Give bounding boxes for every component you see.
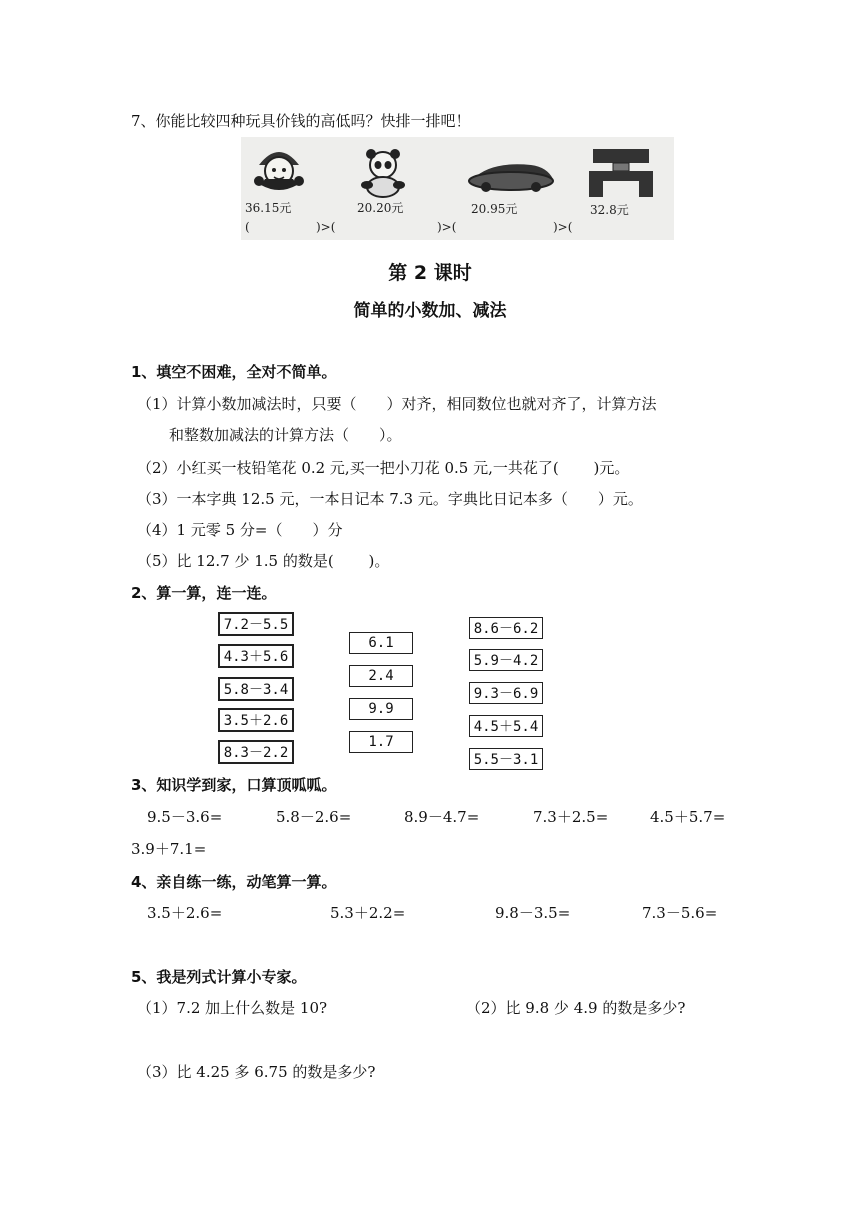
price-blocks: 32.8元 [590,203,629,217]
right-expr-2[interactable]: 5.9－4.2 [469,649,543,671]
compare-slot-4: )>( [553,220,573,234]
compare-slot-2: )>( [316,220,336,234]
doll-icon [254,152,304,190]
price-doll: 36.15元 [245,201,292,215]
panda-icon [361,149,405,197]
left-expr-5[interactable]: 8.3－2.2 [218,740,294,764]
s4-item-4: 7.3－5.6= [642,904,718,922]
building-blocks-icon [589,149,653,197]
section2-heading: 2、算一算，连一连。 [131,584,277,602]
s3-item-1: 9.5－3.6= [147,808,223,826]
left-expr-2[interactable]: 4.3＋5.6 [218,644,294,668]
s3-item-6: 3.9＋7.1= [131,840,207,858]
answer-box-4[interactable]: 1.7 [349,731,413,753]
toys-illustration [241,137,674,240]
s4-item-3: 9.8－3.5= [495,904,571,922]
s5-item-2: （2）比 9.8 少 4.9 的数是多少? [466,999,686,1017]
left-expr-3[interactable]: 5.8－3.4 [218,677,294,701]
right-expr-3[interactable]: 9.3－6.9 [469,682,543,704]
answer-box-2[interactable]: 2.4 [349,665,413,687]
lesson-subtitle: 简单的小数加、减法 [353,301,507,321]
s3-item-3: 8.9－4.7= [404,808,480,826]
price-panda: 20.20元 [357,201,404,215]
s3-item-4: 7.3＋2.5= [533,808,609,826]
answer-box-3[interactable]: 9.9 [349,698,413,720]
toy-price-image [241,137,674,240]
right-expr-1[interactable]: 8.6－6.2 [469,617,543,639]
lesson-title: 第 2 课时 [388,262,472,284]
left-expr-4[interactable]: 3.5＋2.6 [218,708,294,732]
s1-item-2: （2）小红买一枝铅笔花 0.2 元,买一把小刀花 0.5 元,一共花了( )元。 [137,459,630,477]
answer-box-1[interactable]: 6.1 [349,632,413,654]
price-car: 20.95元 [471,202,518,216]
s1-item-1: （1）计算小数加减法时，只要（ ）对齐，相同数位也就对齐了，计算方法 [137,395,657,413]
section1-heading: 1、填空不困难，全对不简单。 [131,363,337,381]
s5-item-3: （3）比 4.25 多 6.75 的数是多少? [137,1063,376,1081]
s4-item-1: 3.5＋2.6= [147,904,223,922]
section3-heading: 3、知识学到家，口算顶呱呱。 [131,776,337,794]
right-expr-5[interactable]: 5.5－3.1 [469,748,543,770]
section4-heading: 4、亲自练一练，动笔算一算。 [131,873,337,891]
compare-slot-1: ( [245,220,250,234]
s3-item-5: 4.5＋5.7= [650,808,726,826]
s1-item-4: （4）1 元零 5 分=（ ）分 [137,521,343,539]
q7-text: 7、你能比较四种玩具价钱的高低吗？快排一排吧！ [131,112,471,130]
s1-item-3: （3）一本字典 12.5 元，一本日记本 7.3 元。字典比日记本多（ ）元。 [137,490,643,508]
right-expr-4[interactable]: 4.5＋5.4 [469,715,543,737]
s5-item-1: （1）7.2 加上什么数是 10? [137,999,328,1017]
s3-item-2: 5.8－2.6= [276,808,352,826]
s1-item-5: （5）比 12.7 少 1.5 的数是( )。 [137,552,390,570]
toy-car-icon [469,164,553,192]
s1-item-1-cont: 和整数加减法的计算方法（ ）。 [169,426,402,444]
section5-heading: 5、我是列式计算小专家。 [131,968,307,986]
compare-slot-3: )>( [437,220,457,234]
s4-item-2: 5.3＋2.2= [330,904,406,922]
left-expr-1[interactable]: 7.2－5.5 [218,612,294,636]
